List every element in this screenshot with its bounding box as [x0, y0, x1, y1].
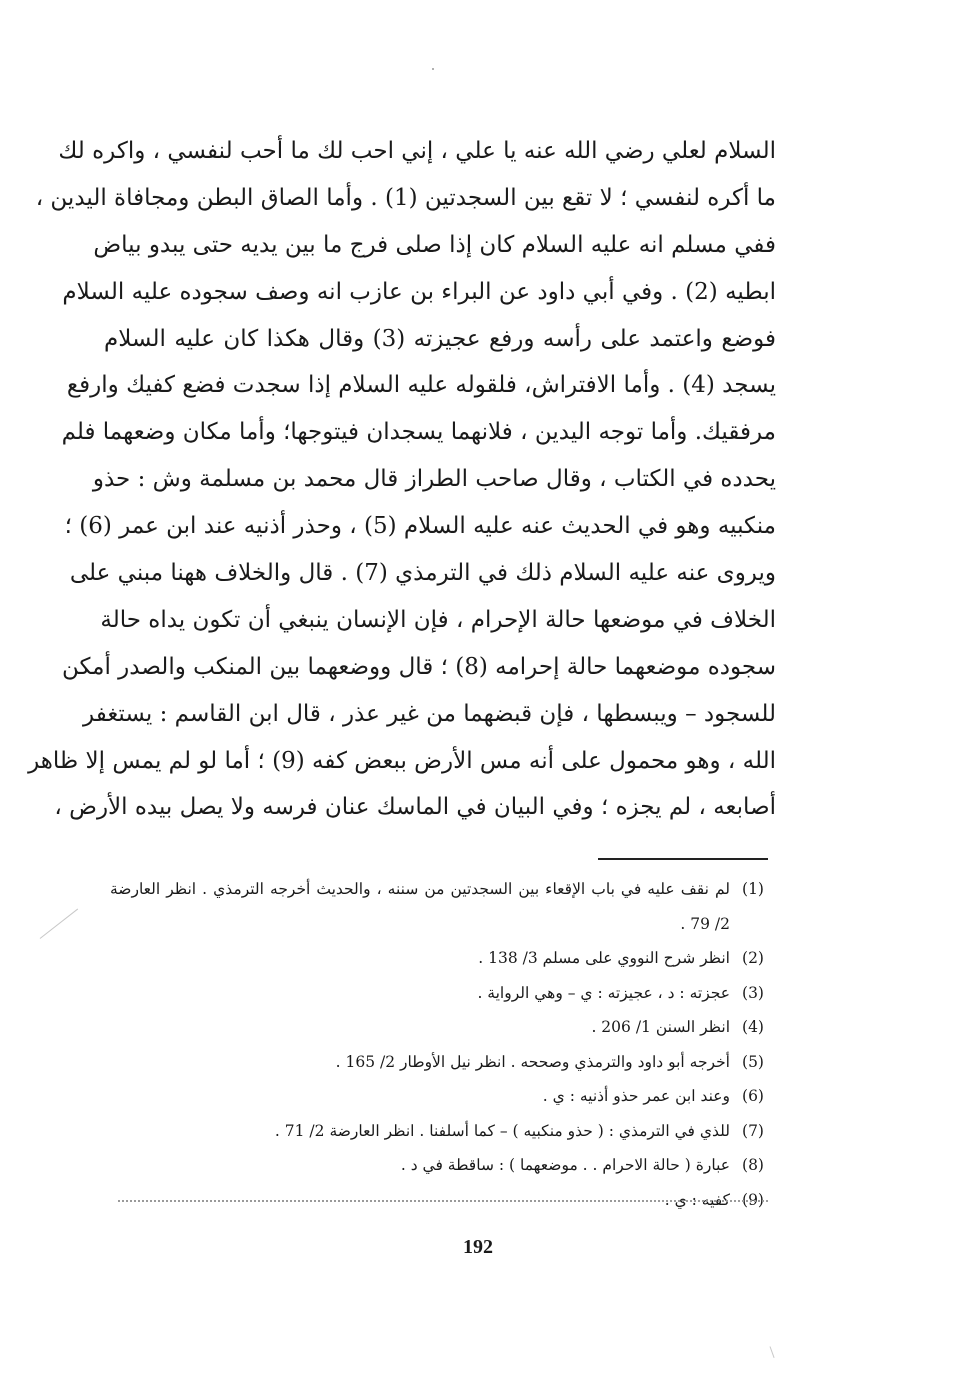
- text-line: منكبيه وهو في الحديث عنه عليه السلام (5) ، وحذر أذنيه عند ابن عمر (6) ؛: [64, 513, 776, 540]
- footnote-number: (4): [742, 1018, 764, 1036]
- main-text: [28, 128, 777, 831]
- text-line: ما أكره لنفسي ؛ لا تقع بين السجدتين (1) . وأما الصاق البطن ومجافاة اليدين ،: [35, 184, 776, 211]
- footnote-text: عجزته : د ، عجيزته : ي – وهي الرواية .: [477, 983, 730, 1002]
- text-line: يحدده في الكتاب ، وقال صاحب الطراز قال محمد بن مسلمة وش : حذو: [92, 466, 776, 493]
- footnote-text: للذي في الترمذي : ( حذو منكبيه ) – كما أسلفنا . انظر العارضة 2/ 71 .: [274, 1121, 730, 1140]
- footnote: [110, 941, 770, 976]
- footnote: [110, 1079, 770, 1114]
- scan-speck: [432, 68, 434, 70]
- footnote: [110, 976, 770, 1011]
- text-line: مرفقيك. وأما توجه اليدين ، فلانهما يسجدان فيتوجها؛ وأما مكان وضعهما فلم: [61, 419, 776, 446]
- footnote: [110, 1010, 770, 1045]
- footnotes: [110, 872, 770, 1217]
- footnote-text: انظر السنن 1/ 206 .: [591, 1018, 730, 1036]
- text-line: ففي مسلم انه عليه السلام كان إذا صلى فرج ما بين يديه حتى يبدو بياض: [93, 231, 776, 258]
- text-line: السلام لعلي رضي الله عنه يا علي ، إني احب لك ما أحب لنفسي ، واكره لك: [58, 138, 776, 164]
- footnote: [110, 1114, 770, 1149]
- page-number: 192: [463, 1236, 493, 1258]
- text-line: ابطيه (2) . وفي أبي داود عن البراء بن عازب انه وصف سجوده عليه السلام: [62, 278, 776, 305]
- text-line: أصابعه ، لم يجزه ؛ وفي البيان في الماسك عنان فرسه ولا يصل بيده الأرض ،: [54, 794, 776, 821]
- footnote: [110, 872, 770, 941]
- footnote-number: (8): [742, 1156, 764, 1174]
- footnote-text: أخرجه أبو داود والترمذي وصححه . انظر نيل الأوطار 2/ 165 .: [335, 1052, 730, 1071]
- text-line: ويروى عنه عليه السلام ذلك في الترمذي (7) . قال والخلاف ههنا مبني على: [69, 560, 776, 587]
- footnote-number: (2): [742, 949, 764, 967]
- footnote-text: وعند ابن عمر حذو أذنيه : ي .: [542, 1087, 730, 1105]
- footnote: [110, 1148, 770, 1183]
- text-line: للسجود – ويبسطها ، فإن قبضهما من غير عذر ، قال ابن القاسم : يستغفر: [83, 700, 776, 727]
- footnote: [110, 1045, 770, 1080]
- scan-scratch: [770, 1346, 775, 1358]
- text-line: سجوده موضعهما حالة إحرامه (8) ؛ قال ووضعهما بين المنكب والصدر أمكن: [61, 653, 776, 680]
- footnote-text: لم نقف عليه في باب الإقعاء بين السجدتين من سننه ، والحديث أخرجه الترمذي . انظر العارضة 2/ 79 .: [110, 880, 730, 933]
- footnote-text: انظر شرح النووي على مسلم 3/ 138 .: [478, 949, 730, 967]
- scan-dotted-line: [118, 1200, 768, 1202]
- scan-scratch: [40, 909, 78, 939]
- footnote-number: (6): [742, 1087, 764, 1105]
- footnote-number: (1): [742, 880, 764, 898]
- footnote-number: (9): [742, 1190, 764, 1209]
- text-line: يسجد (4) . وأما الافتراش، فلقوله عليه السلام إذا سجدت فضع كفيك وارفع: [66, 372, 776, 399]
- footnote-number: (5): [742, 1052, 764, 1071]
- text-line: الخلاف في موضعها حالة الإحرام ، فإن الإنسان ينبغي أن تكون يداه حالة: [100, 606, 776, 633]
- footnote-number: (7): [742, 1121, 764, 1140]
- footnote-number: (3): [742, 983, 764, 1002]
- text-line: فوضع واعتمد على رأسه ورفع عجيزته (3) وقال هكذا كان عليه السلام: [104, 325, 777, 352]
- footnote-text: كفيه : ي .: [664, 1190, 730, 1209]
- text-line: الله ، وهو محمول على أنه مس الأرض ببعض كفه (9) ؛ أما لو لم يمس إلا ظاهر: [28, 747, 776, 774]
- footnote-text: عبارة ( حالة الاحرام . . موضعهما ) : ساقطة في د .: [400, 1156, 730, 1174]
- footnote-separator: [598, 858, 768, 860]
